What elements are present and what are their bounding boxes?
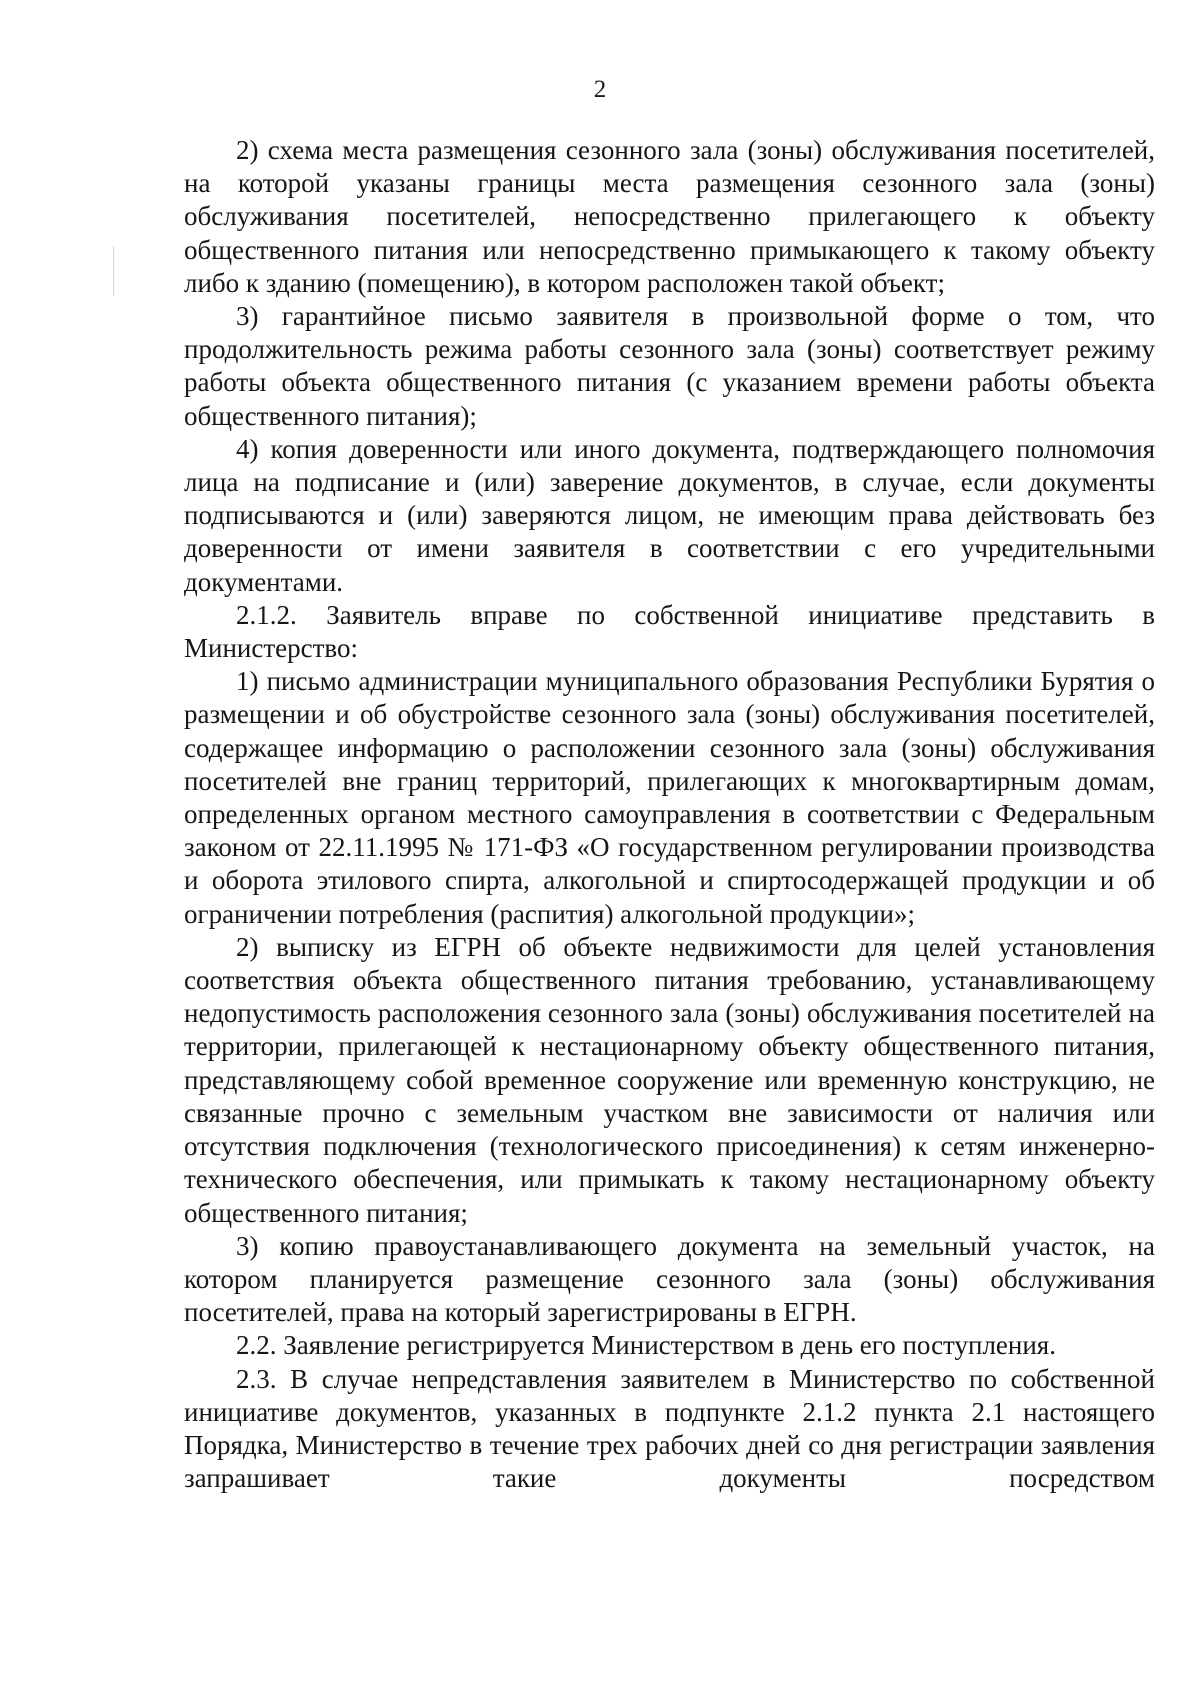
document-body	[184, 134, 1155, 1495]
scan-artifact	[113, 246, 114, 296]
paragraph-item-2-scheme: 2) схема места размещения сезонного зала (зоны) обслуживания посетителей, на которой указаны границы места размещения сезонного зала (зоны) обслуживания посетителей, непосредственно прилегающего к объекту общественного питания или непосредственно примыкающего к такому объекту либо к зданию (помещению), в котором расположен такой объект;	[184, 135, 1155, 298]
paragraph-item-3-guarantee-letter: 3) гарантийное письмо заявителя в произвольной форме о том, что продолжительность режима работы сезонного зала (зоны) соответствует режиму работы объекта общественного питания (с указанием времени работы объекта общественного питания);	[184, 301, 1155, 431]
paragraph-item-1-municipal-letter: 1) письмо администрации муниципального образования Республики Бурятия о размещении и об обустройстве сезонного зала (зоны) обслуживания посетителей, содержащее информацию о расположении сезонного зала (зоны) обслуживания посетителей вне границ территорий, прилегающих к многоквартирным домам, определенных органом местного самоуправления в соответствии с Федеральным законом от 22.11.1995 № 171-ФЗ «О государственном регулировании производства и оборота этилового спирта, алкогольной и спиртосодержащей продукции и об ограничении потребления (распития) алкогольной продукции»;	[184, 666, 1155, 929]
paragraph-2-1-2: 2.1.2. Заявитель вправе по собственной инициативе представить в Министерство:	[184, 599, 1155, 664]
paragraph-2-2: 2.2. Заявление регистрируется Министерством в день его поступления.	[236, 1330, 1056, 1361]
page-number: 2	[593, 76, 607, 103]
paragraph-item-4-power-of-attorney: 4) копия доверенности или иного документа, подтверждающего полномочия лица на подписание и (или) заверение документов, в случае, если документы подписываются и (или) заверяются лицом, не имеющим права действовать без доверенности от имени заявителя в соответствии с его учредительными документами.	[184, 433, 1155, 597]
paragraph-item-3-land-document: 3) копию правоустанавливающего документа на земельный участок, на котором планируется размещение сезонного зала (зоны) обслуживания посетителей, права на который зарегистрированы в ЕГРН.	[184, 1230, 1155, 1328]
paragraph-2-3: 2.3. В случае непредставления заявителем в Министерство по собственной инициативе документов, указанных в подпункте 2.1.2 пункта 2.1 настоящего Порядка, Министерство в течение трех рабочих дней со дня регистрации заявления запрашивает такие документы посредством	[184, 1363, 1155, 1494]
paragraph-item-2-egrn-extract: 2) выписку из ЕГРН об объекте недвижимости для целей установления соответствия объекта общественного питания требованию, устанавливающему недопустимость расположения сезонного зала (зоны) обслуживания посетителей на территории, прилегающей к нестационарному объекту общественного питания, представляющему собой временное сооружение или временную конструкцию, не связанные прочно с земельным участком вне зависимости от наличия или отсутствия подключения (технологического присоединения) к сетям инженерно-технического обеспечения, или примыкать к такому нестационарному объекту общественного питания;	[184, 931, 1155, 1228]
